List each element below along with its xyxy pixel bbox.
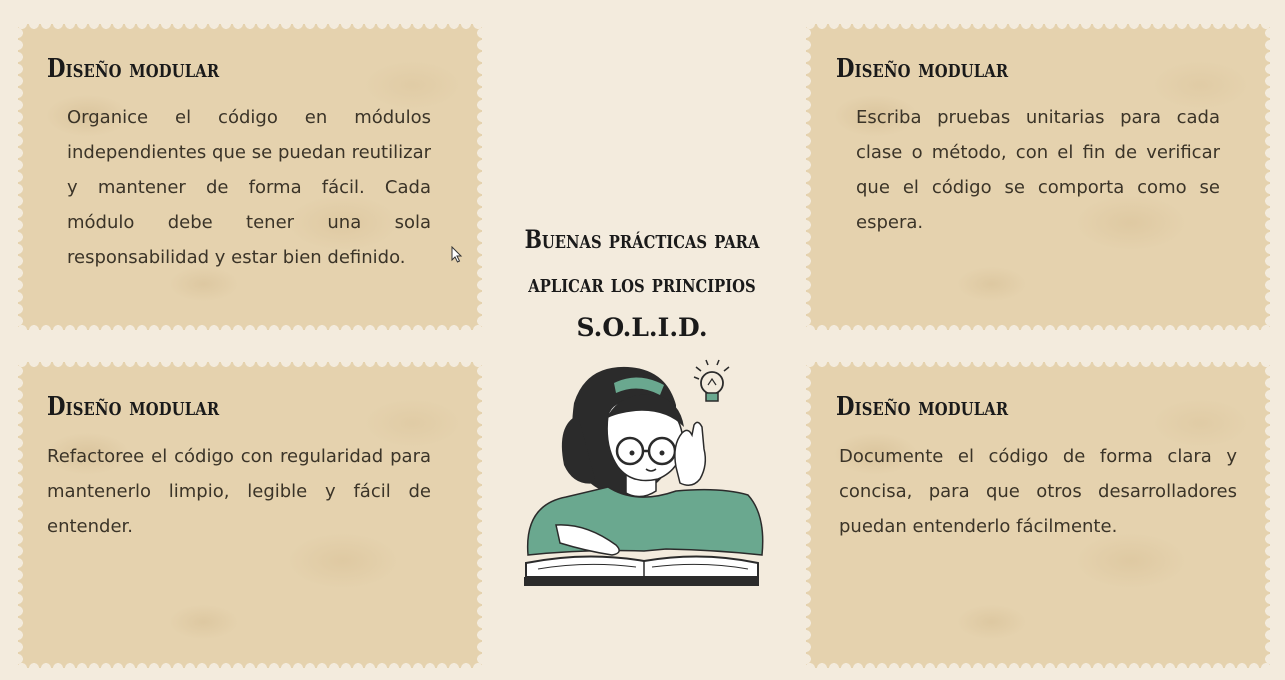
book-pages: [526, 556, 758, 577]
student-reading-illustration: [516, 355, 776, 595]
card-text: Escriba pruebas unitarias para cada clase o método, con el fin de verificar que el código se comporta como se espera.: [856, 107, 1220, 233]
eye: [630, 451, 635, 456]
card-title: Diseño modular: [836, 392, 1009, 422]
slide-title-line3: S.O.L.I.D.: [576, 313, 708, 342]
card-text: Documente el código de forma clara y concisa, para que otros desarrolladores puedan entenderlo fácilmente.: [839, 446, 1237, 537]
card-title: Diseño modular: [47, 392, 220, 422]
slide-title-line2: aplicar los principios: [528, 269, 756, 298]
eye: [660, 451, 665, 456]
card-title: Diseño modular: [47, 54, 220, 84]
cursor-icon: [451, 246, 463, 264]
slide-title-line1: Buenas prácticas para: [524, 225, 760, 254]
card-text: Organice el código en módulos independientes que se puedan reutilizar y mantener de forma fácil. Cada módulo debe tener una sola responsabilidad y estar bien definido.: [67, 107, 431, 268]
slide-title: [484, 218, 800, 350]
card-text: Refactoree el código con regularidad para mantenerlo limpio, legible y fácil de entender.: [47, 446, 431, 537]
lightbulb-icon: [694, 360, 729, 401]
book-cover: [524, 577, 759, 586]
sweater: [528, 487, 763, 555]
card-title: Diseño modular: [836, 54, 1009, 84]
